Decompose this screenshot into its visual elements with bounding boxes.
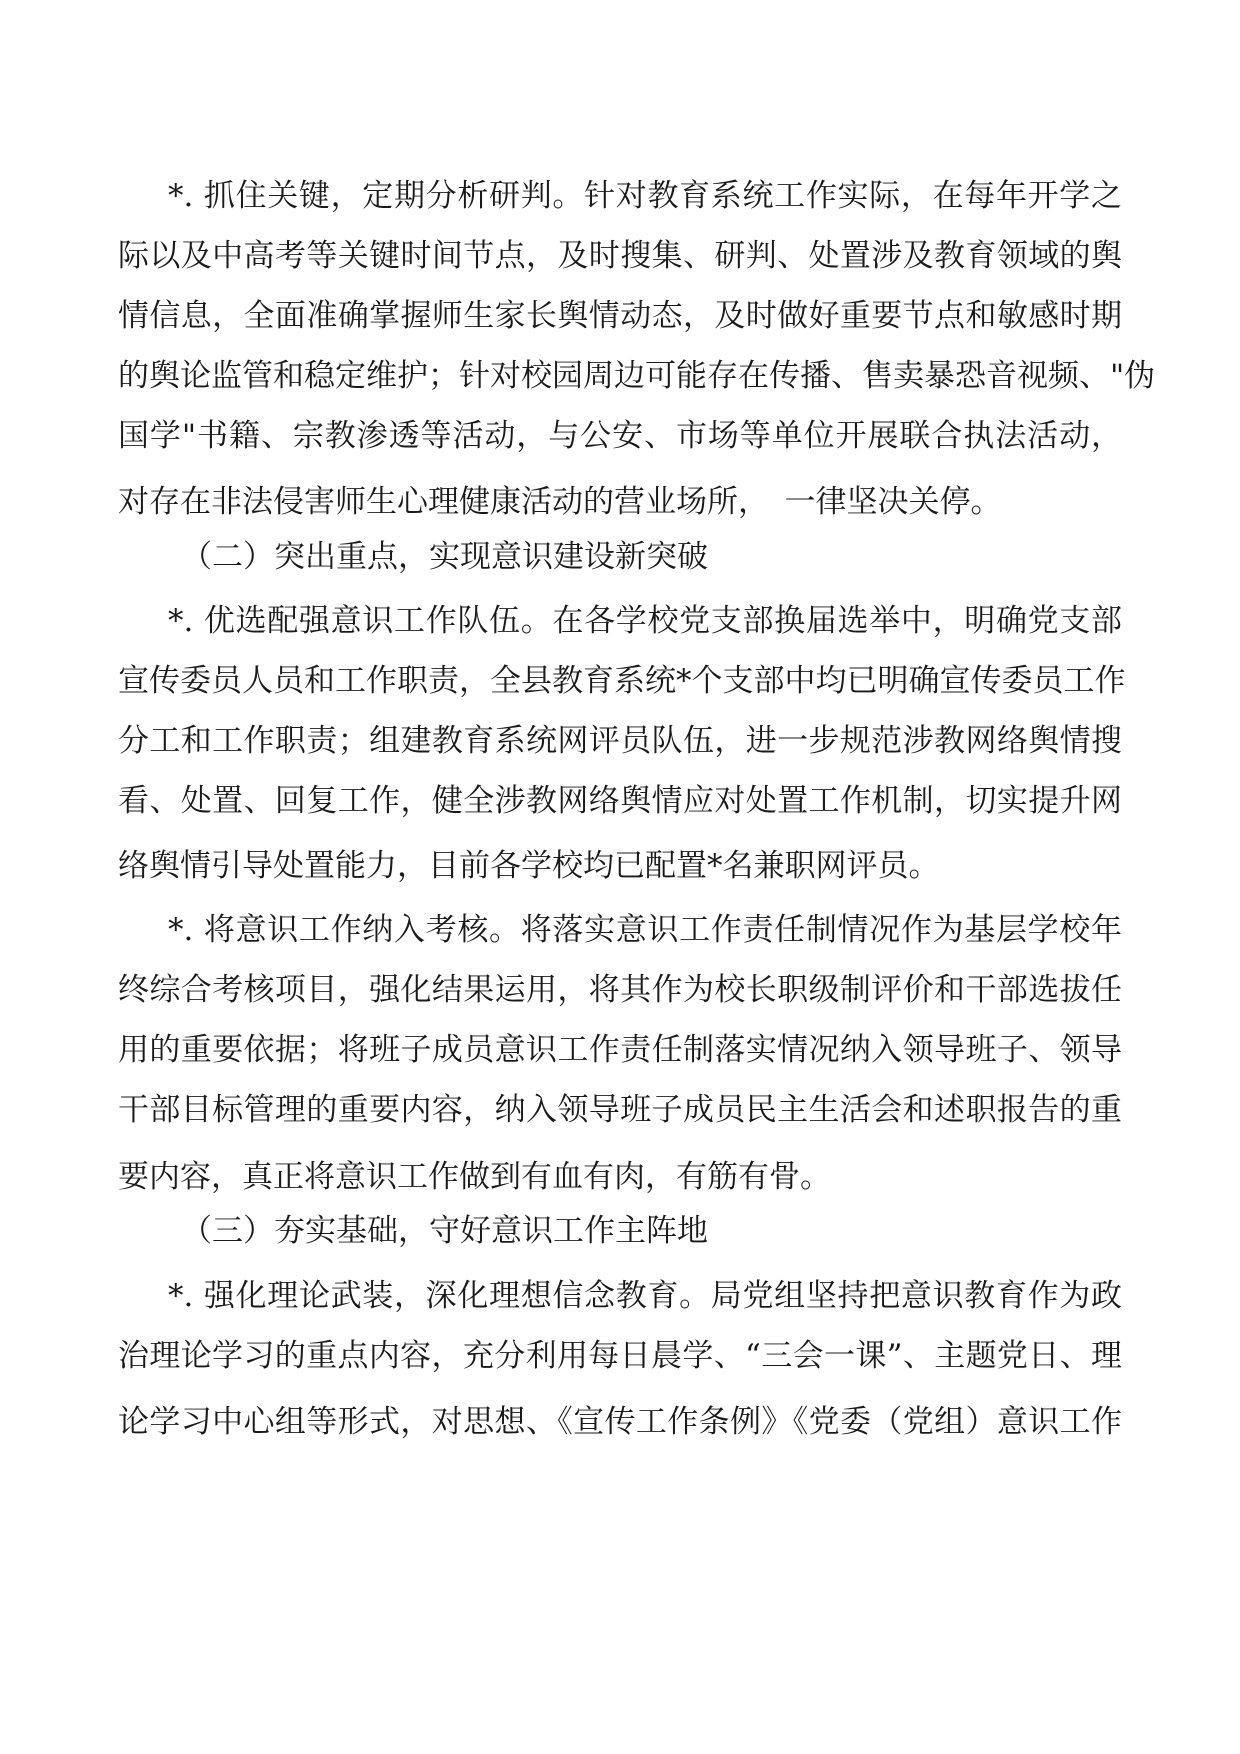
paragraph-1-line-3: 情信息，全面准确掌握师生家长舆情动态，及时做好重要节点和敏感时期 [118,298,1122,334]
paragraph-2-line-3: 分工和工作职责；组建教育系统网评员队伍，进一步规范涉教网络舆情搜 [118,723,1122,759]
paragraph-3-line-5: 要内容，真正将意识工作做到有血有肉，有筋有骨。 [118,1159,831,1195]
paragraph-2-line-2: 宣传委员人员和工作职责，全县教育系统*个支部中均已明确宣传委员工作 [118,663,1126,699]
section-heading-2: （二）突出重点，实现意识建设新突破 [181,539,708,575]
paragraph-4-line-1: *. 强化理论武装，深化理想信念教育。局党组坚持把意识教育作为政 [168,1278,1122,1314]
paragraph-4-line-2: 治理论学习的重点内容，充分利用每日晨学、“三会一课”、主题党日、理 [118,1338,1122,1374]
paragraph-3-line-2: 终综合考核项目，强化结果运用，将其作为校长职级制评价和干部选拔任 [118,972,1122,1008]
paragraph-4-line-3: 论学习中心组等形式，对思想、《宣传工作条例》《党委（党组）意识工作 [118,1404,1122,1440]
section-heading-3: （三）夯实基础，守好意识工作主阵地 [181,1213,708,1249]
paragraph-2-line-5: 络舆情引导处置能力，目前各学校均已配置*名兼职网评员。 [118,848,940,884]
paragraph-1-line-1: *. 抓住关键，定期分析研判。针对教育系统工作实际，在每年开学之 [168,178,1122,214]
paragraph-3-line-3: 用的重要依据；将班子成员意识工作责任制落实情况纳入领导班子、领导 [118,1032,1122,1068]
paragraph-1-line-4: 的舆论监管和稳定维护；针对校园周边可能存在传播、售卖暴恐音视频、"伪 [118,358,1156,394]
paragraph-3-line-1: *. 将意识工作纳入考核。将落实意识工作责任制情况作为基层学校年 [168,912,1122,948]
paragraph-2-line-4: 看、处置、回复工作，健全涉教网络舆情应对处置工作机制，切实提升网 [118,783,1122,819]
paragraph-1-line-5: 国学"书籍、宗教渗透等活动，与公安、市场等单位开展联合执法活动， [118,418,1122,454]
paragraph-2-line-1: *. 优选配强意识工作队伍。在各学校党支部换届选举中，明确党支部 [168,603,1122,639]
paragraph-3-line-4: 干部目标管理的重要内容，纳入领导班子成员民主生活会和述职报告的重 [118,1092,1122,1128]
paragraph-1-line-2: 际以及中高考等关键时间节点，及时搜集、研判、处置涉及教育领域的舆 [118,238,1122,274]
paragraph-1-line-6: 对存在非法侵害师生心理健康活动的营业场所， 一律坚决关停。 [118,484,1002,520]
